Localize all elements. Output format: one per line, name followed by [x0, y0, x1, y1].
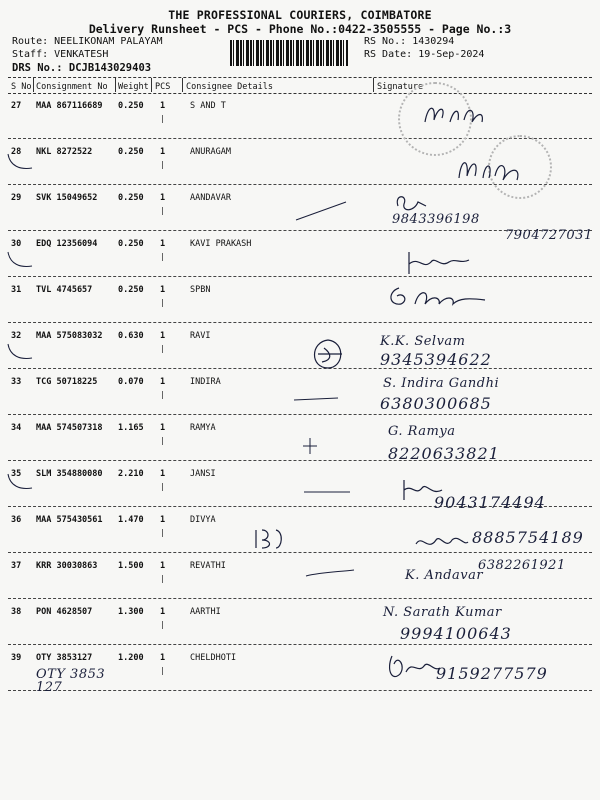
runsheet-meta-right	[364, 36, 484, 61]
row-consignee: AARTHI	[190, 607, 221, 617]
signature-scribble	[385, 284, 495, 310]
row-separator	[8, 644, 592, 645]
row-tick-mark	[162, 437, 165, 445]
row-separator	[8, 322, 592, 323]
row-tick-mark	[162, 391, 165, 399]
col-divider	[373, 78, 374, 92]
signature-scribble	[250, 526, 290, 552]
signature-scribble	[420, 100, 490, 130]
row-consignment-no: KRR 30030863	[36, 561, 98, 571]
row-pcs: 1	[160, 331, 166, 341]
row-separator	[8, 368, 592, 369]
signature-scribble	[405, 248, 475, 278]
row-weight: 1.300	[118, 607, 144, 617]
handwritten-name: K.K. Selvam	[380, 334, 466, 349]
row-sno: 31	[11, 285, 22, 295]
row-consignee: INDIRA	[190, 377, 221, 387]
handwritten-name: G. Ramya	[388, 424, 456, 439]
row-weight: 1.500	[118, 561, 144, 571]
row-sno: 33	[11, 377, 22, 387]
row-pcs: 1	[160, 239, 166, 249]
row-tick-mark	[162, 483, 165, 491]
row-pcs: 1	[160, 653, 166, 663]
row-weight: 0.250	[118, 147, 144, 157]
rs-no-line: RS No.: 1430294	[364, 36, 455, 47]
row-consignee: S AND T	[190, 101, 226, 111]
col-header-consignment: Consignment No	[36, 82, 108, 92]
stray-mark	[290, 392, 350, 406]
col-header-pcs: PCS	[155, 82, 171, 92]
row-pcs: 1	[160, 515, 166, 525]
handwritten-name: K. Andavar	[405, 568, 484, 583]
stray-mark	[302, 566, 362, 580]
col-divider	[182, 78, 183, 92]
row-pcs: 1	[160, 561, 166, 571]
row-weight: 0.250	[118, 285, 144, 295]
handwritten-phone: 9345394622	[380, 350, 492, 369]
col-divider	[33, 78, 34, 92]
handwritten-name: N. Sarath Kumar	[383, 605, 502, 620]
row-pcs: 1	[160, 377, 166, 387]
row-consignment-no: MAA 575083032	[36, 331, 103, 341]
rs-date-line: RS Date: 19-Sep-2024	[364, 48, 485, 60]
row-weight: 1.200	[118, 653, 144, 663]
row-weight: 0.250	[118, 101, 144, 111]
handwritten-phone: 6380300685	[380, 394, 492, 413]
stray-mark	[6, 340, 36, 364]
stray-mark	[6, 248, 36, 272]
row-consignment-no: MAA 575430561	[36, 515, 103, 525]
row-consignment-no: TCG 50718225	[36, 377, 98, 387]
stray-mark	[6, 470, 36, 494]
row-tick-mark	[162, 575, 165, 583]
row-sno: 30	[11, 239, 22, 249]
runsheet-subtitle: Delivery Runsheet - PCS - Phone No.:0422-3505555 - Page No.:3	[88, 22, 512, 36]
runsheet-meta-left	[12, 36, 163, 75]
row-separator	[8, 414, 592, 415]
company-title: THE PROFESSIONAL COURIERS, COIMBATORE	[168, 8, 432, 22]
row-separator	[8, 276, 592, 277]
row-consignee: AANDAVAR	[190, 193, 231, 203]
row-consignee: JANSI	[190, 469, 216, 479]
row-consignee: DIVYA	[190, 515, 216, 525]
row-consignee: KAVI PRAKASH	[190, 239, 252, 249]
drs-value: DCJB143029403	[68, 62, 152, 74]
row-sno: 39	[11, 653, 22, 663]
stray-mark	[300, 484, 360, 498]
handwritten-phone: 6382261921	[478, 558, 566, 573]
row-sno: 29	[11, 193, 22, 203]
row-tick-mark	[162, 207, 165, 215]
row-weight: 0.250	[118, 193, 144, 203]
row-consignment-no: EDQ 12356094	[36, 239, 98, 249]
signature-scribble	[384, 650, 444, 686]
row-weight: 1.165	[118, 423, 144, 433]
row-sno: 38	[11, 607, 22, 617]
stray-mark	[300, 436, 320, 456]
row-consignment-no: TVL 4745657	[36, 285, 93, 295]
row-consignment-no: MAA 867116689	[36, 101, 103, 111]
drs-line: DRS No.: DCJB143029403	[12, 62, 152, 74]
handwritten-number: 8885754189	[472, 528, 584, 547]
row-separator	[8, 598, 592, 599]
row-pcs: 1	[160, 147, 166, 157]
row-consignment-no: NKL 8272522	[36, 147, 93, 157]
col-header-consignee: Consignee Details	[186, 82, 273, 92]
row-tick-mark	[162, 667, 165, 675]
row-tick-mark	[162, 621, 165, 629]
row-tick-mark	[162, 299, 165, 307]
handwritten-name: S. Indira Gandhi	[383, 376, 500, 391]
row-consignment-no: MAA 574507318	[36, 423, 103, 433]
col-divider	[151, 78, 152, 92]
stray-mark	[6, 150, 36, 174]
row-consignment-no: SVK 15049652	[36, 193, 98, 203]
header-rule-bottom	[8, 93, 592, 94]
staff-line: Staff: VENKATESH	[12, 48, 109, 60]
row-pcs: 1	[160, 423, 166, 433]
row-consignment-no: OTY 3853127	[36, 653, 93, 663]
row-consignment-no: PON 4628507	[36, 607, 93, 617]
row-weight: 1.470	[118, 515, 144, 525]
row-consignee: CHELDHOTI	[190, 653, 237, 663]
header-rule-top	[8, 77, 592, 78]
row-separator	[8, 552, 592, 553]
row-separator	[8, 460, 592, 461]
barcode-image	[230, 40, 348, 66]
row-sno: 37	[11, 561, 22, 571]
row-pcs: 1	[160, 101, 166, 111]
handwritten-phone: 7904727031	[505, 228, 593, 243]
row-sno: 32	[11, 331, 22, 341]
signature-scribble	[412, 530, 472, 556]
col-header-sno: S No	[11, 82, 32, 92]
row-tick-mark	[162, 115, 165, 123]
row-sno: 34	[11, 423, 22, 433]
row-consignee: REVATHI	[190, 561, 226, 571]
row-tick-mark	[162, 345, 165, 353]
route-value: NEELIKONAM PALAYAM	[54, 36, 163, 47]
row-pcs: 1	[160, 469, 166, 479]
row-tick-mark	[162, 529, 165, 537]
stray-mark	[292, 198, 352, 222]
row-consignee: RAVI	[190, 331, 211, 341]
row-sno: 35	[11, 469, 22, 479]
row-weight: 0.630	[118, 331, 144, 341]
row-pcs: 1	[160, 607, 166, 617]
row-weight: 0.070	[118, 377, 144, 387]
route-line: Route: NEELIKONAM PALAYAM	[12, 36, 163, 47]
col-divider	[115, 78, 116, 92]
signature-scribble	[455, 152, 530, 186]
row-consignee: RAMYA	[190, 423, 216, 433]
row-sno: 28	[11, 147, 22, 157]
row-consignee: ANURAGAM	[190, 147, 231, 157]
handwritten-phone: 9159277579	[436, 664, 548, 683]
row-pcs: 1	[160, 285, 166, 295]
handwritten-phone: 9843396198	[392, 212, 480, 227]
handwritten-phone: 8220633821	[388, 444, 500, 463]
handwritten-phone: 9043174494	[434, 493, 546, 512]
handwritten-note: OTY 3853 127	[36, 667, 106, 695]
row-tick-mark	[162, 253, 165, 261]
row-tick-mark	[162, 161, 165, 169]
row-sno: 36	[11, 515, 22, 525]
signature-scribble	[308, 336, 350, 372]
rs-no-value: 1430294	[412, 36, 455, 47]
row-consignee: SPBN	[190, 285, 211, 295]
handwritten-phone: 9994100643	[400, 624, 512, 643]
row-pcs: 1	[160, 193, 166, 203]
col-header-signature: Signature	[377, 82, 424, 92]
staff-value: VENKATESH	[54, 48, 109, 60]
row-weight: 0.250	[118, 239, 144, 249]
rs-date-value: 19-Sep-2024	[418, 48, 485, 60]
row-consignment-no: SLM 354880080	[36, 469, 103, 479]
row-weight: 2.210	[118, 469, 144, 479]
col-header-weight: Weight	[118, 82, 149, 92]
row-sno: 27	[11, 101, 22, 111]
